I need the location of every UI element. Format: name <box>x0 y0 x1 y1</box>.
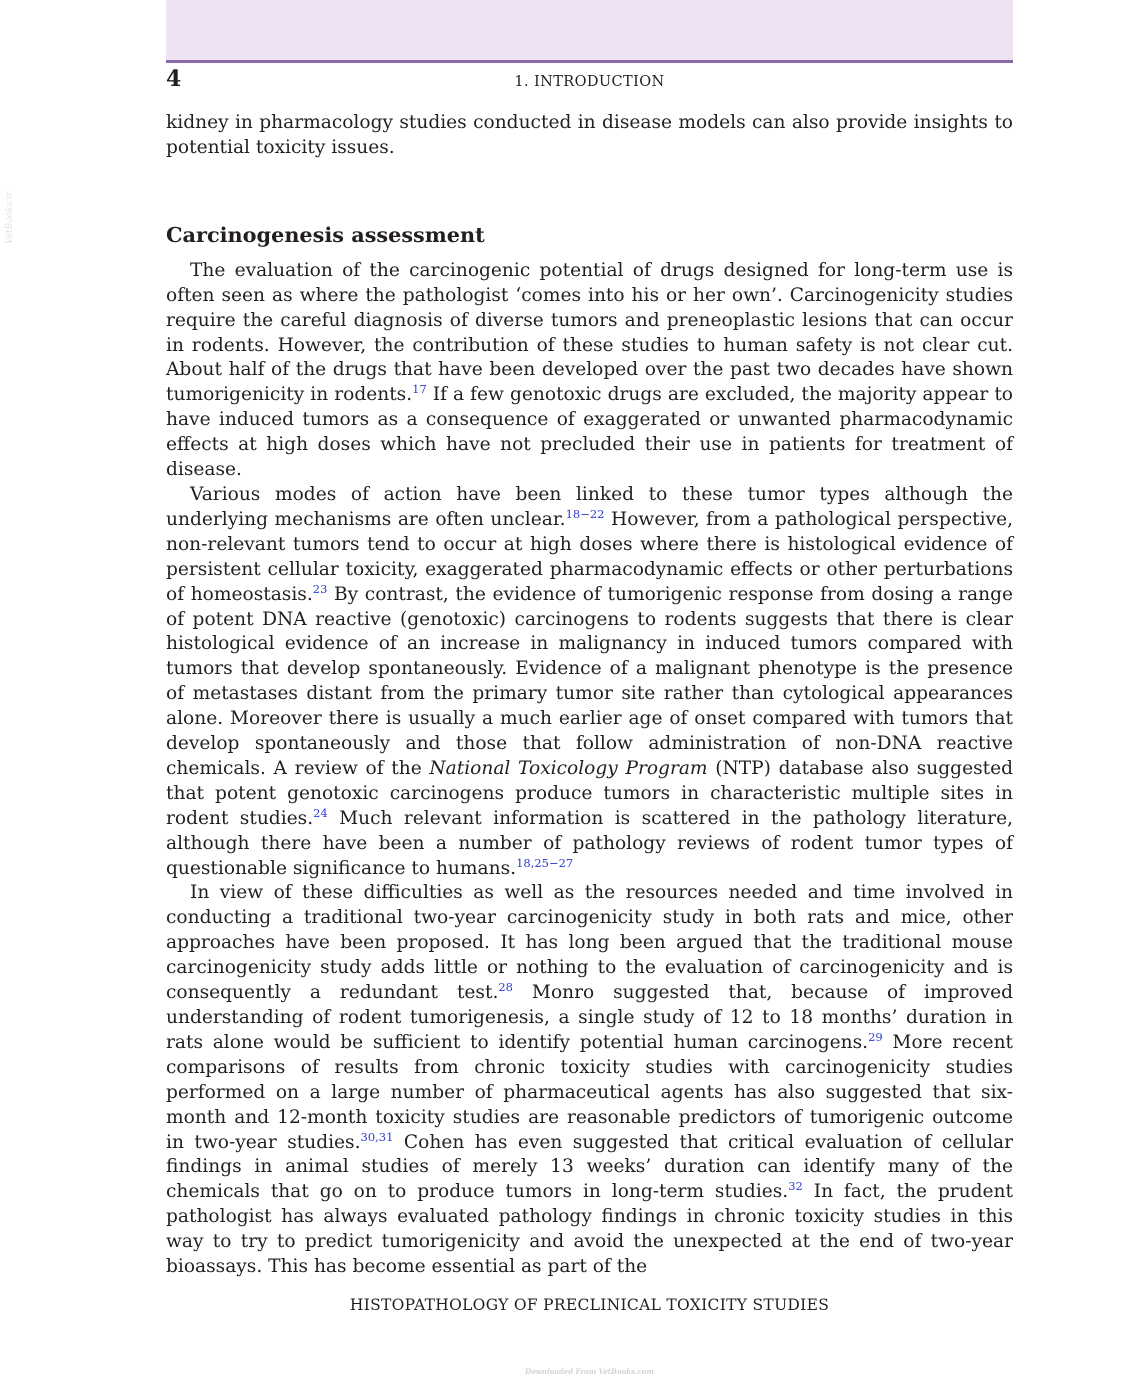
citation-17[interactable]: 17 <box>412 382 427 397</box>
p2-text-a: Various modes of action have been linked to these tumor types although the underlying mechanisms are often unclear. <box>166 483 1013 530</box>
p2-text-c: By contrast, the evidence of tumorigenic response from dosing a range of potent DNA reactive (genotoxic) carcinogens to rodents suggests that there is clear histological evidence of an increase in malignancy in induced tumors compared with tumors that develop spontaneously. Evidence of a malignant phenotype is the presence of metastases distant from the primary tumor site rather than cytological appearances alone. Moreover there is usually a much earlier age of onset compared with tumors that develop spontaneously and those that follow administration of non-DNA reactive chemicals. A review of the <box>166 583 1014 779</box>
p3-text-d: Cohen has even suggested that critical evaluation of cellular findings in animal studies of merely 13 weeks’ duration can identify many of the chemicals that go on to produce tumors in long-term studies. <box>166 1131 1013 1203</box>
header-band <box>166 0 1013 63</box>
paragraph-2 <box>166 483 1013 882</box>
citation-30-31[interactable]: 30,31 <box>360 1129 394 1144</box>
running-head: 1. INTRODUCTION <box>514 74 665 90</box>
citation-23[interactable]: 23 <box>312 581 328 596</box>
page-number: 4 <box>166 66 182 92</box>
book-title-footer: HISTOPATHOLOGY OF PRECLINICAL TOXICITY STUDIES <box>349 1296 830 1314</box>
p3-text-c: More recent comparisons of results from chronic toxicity studies with carcinogenicity studies performed on a large number of pharmaceutical agents has also suggested that six-month and 12-month toxicity studies are reasonable predictors of tumorigenic outcome in two-year studies. <box>166 1031 1014 1153</box>
section-heading: Carcinogenesis assessment <box>166 221 485 247</box>
p2-text-d: (NTP) database also suggested that potent genotoxic carcinogens produce tumors in characteristic multiple sites in rodent studies. <box>166 757 1013 829</box>
p3-text-a: In view of these difficulties as well as the resources needed and time involved in conducting a traditional two-year carcinogenicity study in both rats and mice, other approaches have been proposed. It has long been argued that the traditional mouse carcinogenicity study adds little or nothing to the evaluation of carcinogenicity and is consequently a redundant test. <box>166 882 1013 1004</box>
side-watermark: VetBooks.ir <box>5 191 15 244</box>
download-note: Downloaded From VetBooks.com <box>525 1367 654 1376</box>
p3-text-e: In fact, the prudent pathologist has always evaluated pathology findings in chronic toxicity studies in this way to try to predict tumorigenicity and avoid the unexpected at the end of two-year bioassays. This has become essential as part of the <box>166 1181 1013 1278</box>
citation-18-22[interactable]: 18−22 <box>565 506 605 521</box>
page-body <box>166 111 1013 1280</box>
citation-24[interactable]: 24 <box>313 805 328 820</box>
citation-29[interactable]: 29 <box>868 1029 883 1044</box>
p3-text-b: Monro suggested that, because of improved understanding of rodent tumorigenesis, a single study of 12 to 18 months’ duration in rats alone would be sufficient to identify potential human carcinogens. <box>166 982 1013 1053</box>
paragraph-3 <box>166 881 1013 1280</box>
p2-text-e: Much relevant information is scattered in the pathology literature, although there have been a number of pathology reviews of rodent tumor types of questionable significance to humans. <box>166 807 1013 879</box>
paragraph-1 <box>166 259 1013 483</box>
ntp-program-name: National Toxicology Program <box>429 757 708 779</box>
citation-18-25-27[interactable]: 18,25−27 <box>516 855 574 870</box>
p1-text-a: The evaluation of the carcinogenic potential of drugs designed for long-term use is often seen as where the pathologist ‘comes into his or her own’. Carcinogenicity studies require the careful diagnosis of diverse tumors and preneoplastic lesions that can occur in rodents. However, the contribution of these studies to human safety is not clear cut. About half of the drugs that have been developed over the past two decades have shown tumorigenicity in rodents. <box>166 259 1013 406</box>
citation-32[interactable]: 32 <box>788 1179 803 1194</box>
p1-text-b: If a few genotoxic drugs are excluded, the majority appear to have induced tumors as a consequence of exaggerated or unwanted pharmacodynamic effects at high doses which have not precluded their use in patients for treatment of disease. <box>166 384 1013 481</box>
p2-text-b: However, from a pathological perspective, non-relevant tumors tend to occur at high doses where there is histological evidence of persistent cellular toxicity, exaggerated pharmacodynamic effects or other perturbations of homeostasis. <box>166 508 1013 605</box>
citation-28[interactable]: 28 <box>498 979 513 994</box>
intro-paragraph: kidney in pharmacology studies conducted in disease models can also provide insights to potential toxicity issues. <box>166 112 1013 158</box>
